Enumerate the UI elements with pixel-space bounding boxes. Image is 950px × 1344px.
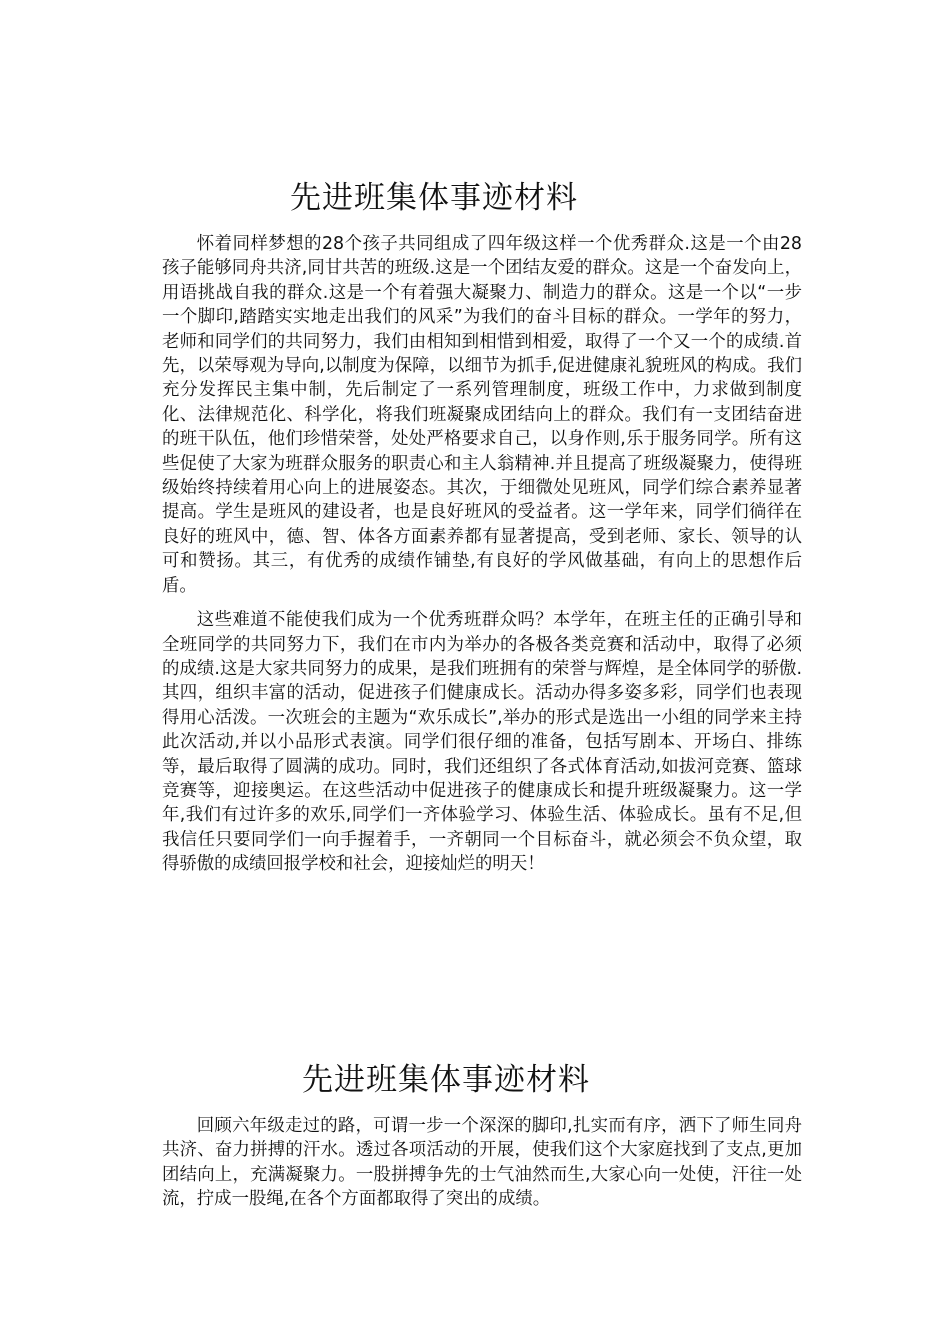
document-section-2 — [162, 1058, 802, 1222]
section-2-title: 先进班集体事迹材料 — [302, 1062, 590, 1098]
section-1-paragraph-1: 怀着同样梦想的28个孩子共同组成了四年级这样一个优秀群众.这是一个由28孩子能够同舟共济,同甘共苦的班级.这是一个团结友爱的群众。这是一个奋发向上，用语挑战自我的群众.这是一个有着强大凝聚力、制造力的群众。这是一个以“一步一个脚印,踏踏实实地走出我们的风采”为我们的奋斗目标的群众。一学年的努力，老师和同学们的共同努力，我们由相知到相惜到相爱，取得了一个又一个的成绩.首先，以荣辱观为导向,以制度为保障，以细节为抓手,促进健康礼貌班风的构成。我们充分发挥民主集中制，先后制定了一系列管理制度，班级工作中，力求做到制度化、法律规范化、科学化，将我们班凝聚成团结向上的群众。我们有一支团结奋进的班干队伍，他们珍惜荣誉，处处严格要求自己，以身作则,乐于服务同学。所有这些促使了大家为班群众服务的职责心和主人翁精神.并且提高了班级凝聚力，使得班级始终持续着用心向上的进展姿态。其次，于细微处见班风，同学们综合素养显著提高。学生是班风的建设者，也是良好班风的受益者。这一学年来，同学们徜徉在良好的班风中，德、智、体各方面素养都有显著提高，受到老师、家长、领导的认可和赞扬。其三，有优秀的成绩作铺垫,有良好的学风做基础，有向上的思想作后盾。 — [162, 234, 802, 596]
section-2-paragraph-1: 回顾六年级走过的路，可谓一步一个深深的脚印,扎实而有序，洒下了师生同舟共济、奋力拼搏的汗水。透过各项活动的开展，使我们这个大家庭找到了支点,更加团结向上，充满凝聚力。一股拼搏争先的士气油然而生,大家心向一处使，汗往一处流，拧成一股绳,在各个方面都取得了突出的成绩。 — [162, 1116, 802, 1210]
section-1-paragraph-2: 这些难道不能使我们成为一个优秀班群众吗？本学年，在班主任的正确引导和全班同学的共同努力下，我们在市内为举办的各极各类竞赛和活动中，取得了必须的成绩.这是大家共同努力的成果，是我们班拥有的荣誉与辉煌，是全体同学的骄傲.其四，组织丰富的活动，促进孩子们健康成长。活动办得多姿多彩，同学们也表现得用心活泼。一次班会的主题为“欢乐成长”,举办的形式是选出一小组的同学来主持此次活动,并以小品形式表演。同学们很仔细的准备，包括写剧本、开场白、排练等，最后取得了圆满的成功。同时，我们还组织了各式体育活动,如拔河竞赛、篮球竞赛等，迎接奥运。在这些活动中促进孩子的健康成长和提升班级凝聚力。这一学年,我们有过许多的欢乐,同学们一齐体验学习、体验生活、体验成长。虽有不足,但我信任只要同学们一向手握着手，一齐朝同一个目标奋斗，就必须会不负众望，取得骄傲的成绩回报学校和社会，迎接灿烂的明天！ — [162, 610, 802, 875]
section-1-title: 先进班集体事迹材料 — [290, 180, 578, 216]
document-section-1 — [162, 176, 802, 887]
